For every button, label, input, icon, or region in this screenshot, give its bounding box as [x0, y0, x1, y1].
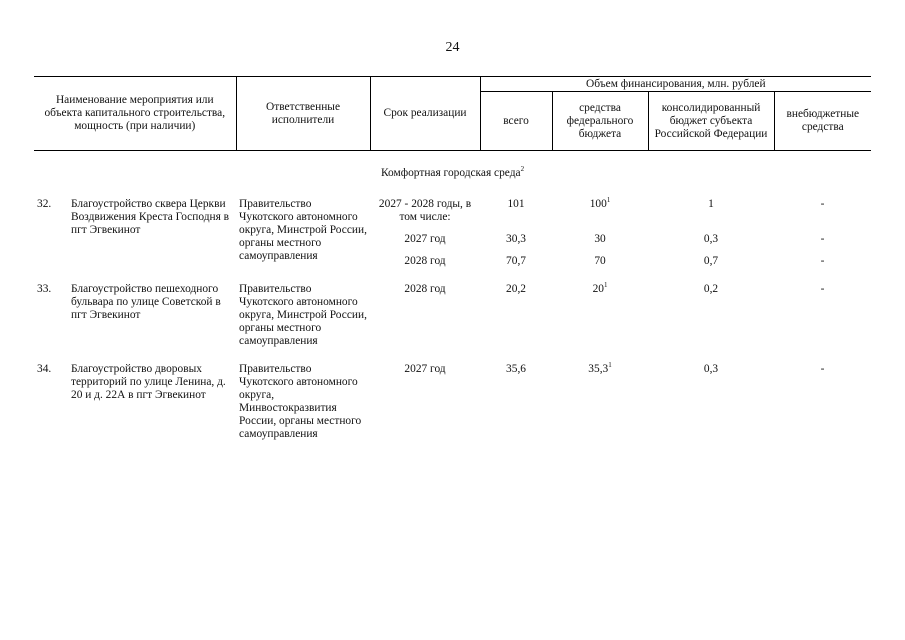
header-total: всего	[480, 92, 552, 151]
table-row	[34, 283, 871, 363]
row-extra: -	[820, 363, 825, 375]
row-period: 2028 год	[404, 283, 446, 295]
row-period: 2027 год	[404, 363, 446, 375]
row-executors: Правительство Чукотского автономного округа, Минстрой России, органы местного самоуправления	[239, 198, 367, 262]
row-federal: 35,3$^1$	[588, 361, 612, 375]
row-number: 32.	[37, 198, 52, 210]
row-federal: $20^1$	[592, 281, 608, 295]
row-extra: - - -	[820, 198, 825, 267]
row-total: 20,2	[506, 283, 526, 295]
header-period: Срок реализации	[370, 77, 480, 151]
row-regional: 0,3	[703, 363, 719, 375]
row-total: 101 30,3 70,7	[506, 198, 526, 267]
row-regional: 0,2	[703, 283, 719, 295]
funding-table	[34, 76, 871, 456]
row-executors: Правительство Чукотского автономного округа, Минстрой России, органы местного самоуправления	[239, 283, 367, 347]
header-extra: внебюджетные средства	[774, 92, 871, 151]
row-total: 35,6	[506, 363, 526, 375]
section-title: Комфортная городская среда$^2$	[381, 165, 525, 179]
page-number: 24	[445, 40, 460, 55]
row-extra: -	[820, 283, 825, 295]
row-name: Благоустройство сквера Церкви Воздвижения Креста Господня в пгт Эгвекинот	[71, 198, 230, 236]
row-name: Благоустройство пешеходного бульвара по улице Советской в пгт Эгвекинот	[71, 283, 221, 321]
table-row	[34, 363, 871, 456]
row-executors: Правительство Чукотского автономного округа, Минвостокразвития России, органы местного самоуправления	[239, 363, 362, 440]
header-federal: средства федерального бюджета	[552, 92, 648, 151]
header-funding-group: Объем финансирования, млн. рублей	[480, 77, 871, 92]
header-executors: Ответственные исполнители	[236, 77, 370, 151]
header-regional: консолидированный бюджет субъекта Российской Федерации	[648, 92, 774, 151]
row-period: 2027 - 2028 годы, в том числе: 2027 год 2028 год	[378, 198, 472, 267]
row-federal: $100^1$ 30 70	[589, 196, 611, 267]
row-number: 33.	[37, 283, 52, 295]
row-regional: 1 0,3 0,7	[703, 198, 719, 267]
row-number: 34.	[37, 363, 52, 375]
header-name: Наименование мероприятия или объекта капитального строительства, мощность (при наличии)	[34, 77, 236, 151]
table-row	[34, 198, 871, 283]
row-name: Благоустройство дворовых территорий по улице Ленина, д. 20 и д. 22А в пгт Эгвекинот	[71, 363, 226, 401]
